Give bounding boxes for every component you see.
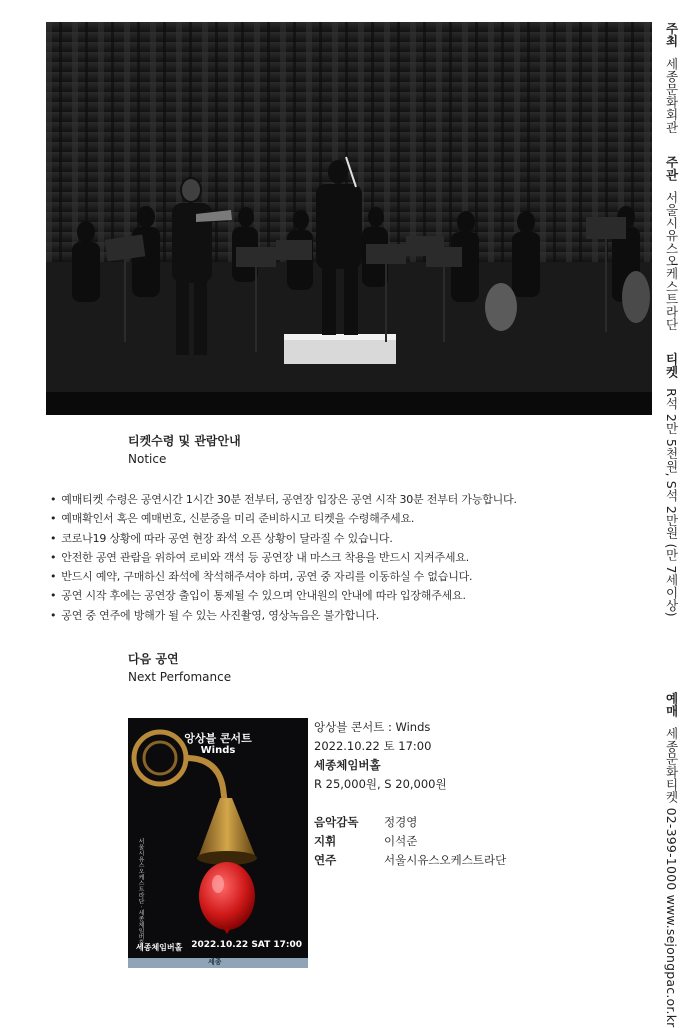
next-title: 다음 공연 — [128, 652, 179, 666]
poster-side-text: 서울시유스오케스트라단 · 세종체임버홀 — [137, 838, 144, 946]
notice-item: • 예매확인서 혹은 예매번호, 신분증을 미리 준비하시고 티켓을 수령해주세요. — [50, 509, 517, 528]
notice-item: • 반드시 예약, 구매하신 좌석에 착석해주셔야 하며, 공연 중 자리를 이동하실 수 없습니다. — [50, 567, 517, 586]
credit-name: 이석준 — [384, 834, 418, 848]
poster-logo: 세종 — [208, 958, 222, 966]
host-value: 세종문화회관 — [664, 57, 679, 134]
concert-photo — [46, 22, 652, 415]
notice-subtitle: Notice — [128, 452, 167, 466]
sidebar-info — [662, 22, 680, 1028]
notice-list — [50, 490, 517, 625]
poster-subtitle: Winds — [200, 745, 236, 756]
poster-date: 2022.10.22 SAT 17:00 — [191, 940, 302, 950]
host-label: 주최 — [664, 22, 679, 48]
next-datetime: 2022.10.22 토 17:00 — [314, 739, 432, 753]
credit-name: 서울시유스오케스트라단 — [384, 853, 507, 867]
booking-value: 세종문화티켓 02-399-1000 www.sejongpac.or.kr — [664, 727, 679, 1028]
notice-item: • 공연 중 연주에 방해가 될 수 있는 사진촬영, 영상녹음은 불가합니다. — [50, 606, 517, 625]
notice-title: 티켓수령 및 관람안내 — [128, 434, 241, 448]
credit-role: 연주 — [314, 853, 337, 867]
next-price: R 25,000원, S 20,000원 — [314, 777, 447, 791]
organizer-value: 서울시유스오케스트라단 — [664, 191, 679, 331]
credit-role: 지휘 — [314, 834, 337, 848]
ticket-value: R석 2만 5천원, S석 2만원 (만 7세이상) — [664, 388, 679, 617]
poster-title: 앙상블 콘서트 — [184, 732, 252, 745]
notice-item: • 코로나19 상황에 따라 공연 현장 좌석 오픈 상황이 달라질 수 있습니다. — [50, 529, 517, 548]
notice-item: • 공연 시작 후에는 공연장 출입이 통제될 수 있으며 안내원의 안내에 따라 입장해주세요. — [50, 586, 517, 605]
notice-item: • 안전한 공연 관람을 위하여 로비와 객석 등 공연장 내 마스크 착용을 반드시 지켜주세요. — [50, 548, 517, 567]
booking-label: 예매 — [664, 691, 679, 718]
ticket-label: 티켓 — [664, 352, 679, 379]
next-venue: 세종체임버홀 — [314, 758, 381, 772]
poster-venue: 세종체임버홀 — [136, 943, 183, 952]
credit-role: 음악감독 — [314, 815, 359, 829]
notice-item: • 예매티켓 수령은 공연시간 1시간 30분 전부터, 공연장 입장은 공연 시작 30분 전부터 가능합니다. — [50, 490, 517, 509]
credit-name: 정경영 — [384, 815, 418, 829]
next-poster — [128, 718, 308, 968]
next-name: 앙상블 콘서트 : Winds — [314, 720, 431, 734]
next-subtitle: Next Perfomance — [128, 670, 232, 684]
organizer-label: 주관 — [664, 155, 679, 182]
